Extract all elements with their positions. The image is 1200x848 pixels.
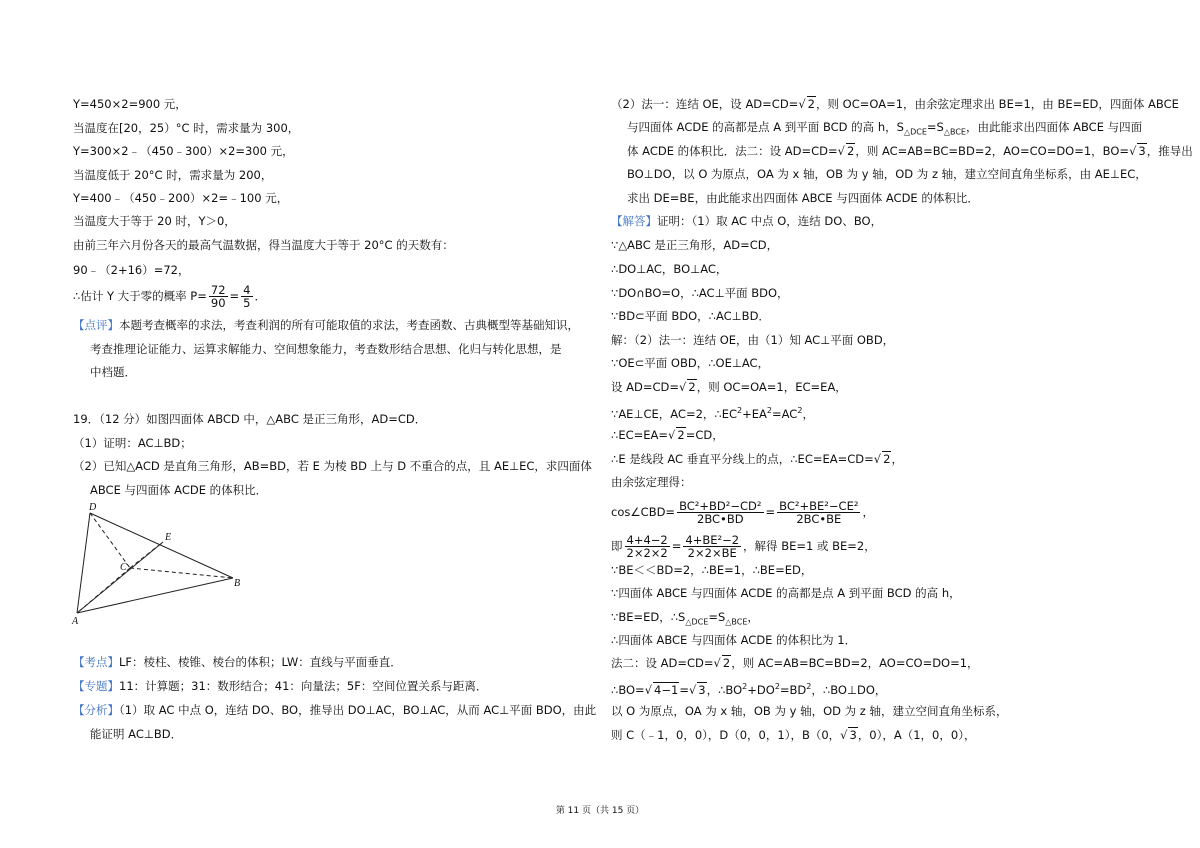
fraction: [777, 500, 860, 525]
text-line: ABCE 与四面体 ACDE 的体积比．: [90, 483, 268, 497]
text-segment: 法二：设 AD=CD=: [611, 656, 714, 670]
edge-ce-dashed: [130, 542, 163, 568]
text-segment: ，: [862, 505, 874, 519]
text-line: ∵BE＜＜BD=2，∴BE=1，∴BE=ED，: [611, 563, 813, 577]
text-line: 能证明 AC⊥BD．: [90, 727, 183, 741]
text-segment: cos∠CBD=: [611, 505, 676, 519]
label-b: B: [234, 578, 241, 589]
superscript: 2: [742, 682, 748, 691]
label-e: E: [165, 532, 172, 543]
denominator: 90: [210, 296, 226, 310]
page-footer: 第 11 页（共 15 页）: [555, 806, 645, 816]
text-segment: 体 ACDE 的体积比．法二：设 AD=CD=: [627, 144, 838, 158]
edge-ab: [77, 578, 233, 613]
text-segment: 设 AD=CD=: [611, 380, 680, 394]
text-segment: =: [229, 289, 240, 303]
superscript: 2: [774, 682, 780, 691]
text-line: ∵四面体 ABCE 与四面体 ACDE 的高都是点 A 到平面 BCD 的高 h，: [611, 586, 961, 600]
denominator: 2BC•BE: [796, 512, 842, 526]
text-segment: （2）法一：连结 OE，设 AD=CD=: [611, 97, 799, 111]
label-c: C: [120, 562, 127, 573]
text-segment: ，解得 BE=1 或 BE=2，: [743, 539, 876, 553]
edge-da: [77, 513, 90, 613]
numerator: 4: [243, 283, 251, 297]
text-segment: ，则 AC=AB=BC=BD=2，AO=CO=DO=1，BO=: [855, 144, 1130, 158]
edge-db: [90, 513, 233, 578]
text-segment: ∴估计 Y 大于零的概率 P=: [73, 289, 207, 303]
text-segment: ∴E 是线段 AC 垂直平分线上的点，∴EC=EA=CD=: [611, 452, 874, 466]
text-line: Y=450×2=900 元，: [73, 97, 187, 111]
text-line: ∴DO⊥AC，BO⊥AC，: [611, 262, 728, 276]
text-segment: 则 C（﹣1，0，0），D（0，0，1），B（0，: [611, 728, 841, 742]
sqrt-radicand: 2: [688, 380, 696, 394]
edge-dc-dashed: [90, 513, 130, 568]
text-segment: ∴EC=EA=: [611, 428, 669, 442]
denominator: 2×2×2: [626, 546, 668, 560]
numerator: BC²+BE²−CE²: [779, 499, 859, 513]
text-segment: =BD: [779, 682, 807, 697]
text-segment: （1）取 AC 中点 O，连结 DO、BO，推导出 DO⊥AC，BO⊥AC，从而 AC⊥平面 BDO，由此: [119, 703, 597, 717]
sqrt-radicand: 2: [677, 428, 685, 442]
sqrt-radicand: 4−1: [654, 682, 679, 697]
text-line: 设 AD=CD=√ 2，则 OC=OA=1，EC=EA，: [611, 380, 847, 394]
text-line: （2）法一：连结 OE，设 AD=CD=√ 2，则 OC=OA=1，由余弦定理求出 BE=1，由 BE=ED，四面体 ABCE: [611, 97, 1179, 111]
text-segment: ，推导出: [1146, 144, 1193, 158]
text-line: ∴四面体 ABCE 与四面体 ACDE 的体积比为 1．: [611, 633, 857, 647]
text-line: 中档题．: [90, 365, 136, 379]
label-a: A: [72, 616, 79, 625]
superscript: 2: [797, 406, 803, 415]
text-line: ∴E 是线段 AC 垂直平分线上的点，∴EC=EA=CD=√ 2，: [611, 452, 903, 466]
text-segment: ，∴BO⊥DO，: [811, 682, 887, 697]
kaodian-tag: 【考点】: [73, 655, 119, 669]
numerator: BC²+BD²−CD²: [679, 499, 762, 513]
text-line: 由前三年六月份各天的最高气温数据，得当温度大于等于 20°C 的天数有：: [73, 238, 454, 252]
fraction: [625, 534, 670, 559]
text-segment: =AC: [772, 406, 798, 421]
sqrt-radicand: 2: [847, 144, 855, 158]
label-d: D: [89, 502, 97, 513]
text-line: 以 O 为原点，OA 为 x 轴，OB 为 y 轴，OD 为 z 轴，建立空间直角坐标系，: [611, 704, 1008, 718]
subscript: △BCE: [943, 127, 966, 137]
text-segment: +DO: [747, 682, 775, 697]
text-segment: +EA: [742, 406, 767, 421]
text-segment: =S: [708, 610, 726, 624]
text-line: ∵BD⊂平面 BDO，∴AC⊥BD．: [611, 309, 770, 323]
cosine-line: [611, 500, 874, 525]
text-segment: 本题考查概率的求法，考查利润的所有可能取值的求法，考查函数、古典概型等基础知识，: [119, 318, 579, 332]
denominator: 5: [243, 296, 251, 310]
text-line: 则 C（﹣1，0，0），D（0，0，1），B（0，√ 3，0），A（1，0，0），: [611, 728, 976, 742]
dianping-tag: 【点评】: [73, 318, 119, 332]
text-line: 当温度大于等于 20 时，Y＞0，: [73, 214, 236, 228]
text-segment: =CD，: [685, 428, 724, 442]
subscript: △DCE: [685, 617, 709, 627]
text-line: [611, 403, 814, 422]
text-line: Y=400﹣（450﹣200）×2=﹣100 元，: [73, 191, 289, 205]
edge-cb-dashed: [130, 568, 233, 578]
equation-line: [611, 534, 876, 559]
kaodian-line: [73, 654, 402, 670]
numerator: 72: [210, 283, 226, 297]
text-segment: 证明：（1）取 AC 中点 O，连结 DO、BO，: [657, 214, 883, 228]
text-line: （2）已知△ACD 是直角三角形，AB=BD，若 E 为棱 BD 上与 D 不重合的点，且 AE⊥EC，求四面体: [73, 459, 592, 473]
text-segment: ，则 AC=AB=BC=BD=2，AO=CO=DO=1，: [731, 656, 979, 670]
text-segment: 11：计算题；31：数形结合；41：向量法；5F：空间位置关系与距离．: [119, 679, 488, 693]
text-segment: =: [679, 682, 689, 697]
text-line: 法二：设 AD=CD=√ 2，则 AC=AB=BC=BD=2，AO=CO=DO=1，: [611, 656, 979, 670]
sqrt-radicand: 3: [1138, 144, 1146, 158]
probability-line: [73, 284, 266, 309]
text-line: 体 ACDE 的体积比．法二：设 AD=CD=√ 2，则 AC=AB=BC=BD=2，AO=CO=DO=1，BO=√ 3，推导出: [627, 144, 1193, 158]
dianping-line: [73, 317, 579, 333]
text-line: （1）证明：AC⊥BD；: [73, 436, 192, 450]
text-segment: ∴BO=: [611, 682, 645, 697]
jieda-tag: 【解答】: [611, 214, 657, 228]
sqrt-radicand: 2: [722, 656, 731, 670]
text-line: 当温度低于 20°C 时，需求量为 200，: [73, 168, 273, 182]
fenxi-tag: 【分析】: [73, 703, 119, 717]
text-segment: ，∴BO: [706, 682, 743, 697]
text-segment: ，: [747, 610, 759, 624]
text-segment: ，则 OC=OA=1，EC=EA，: [696, 380, 847, 394]
text-line: ∴BO=√ 4−1=√ 3，$\therefore BO^2+DO^2=BD^2$，∴BO⊥DO，: [611, 682, 887, 697]
text-segment: ．: [254, 289, 266, 303]
fraction: [209, 284, 228, 309]
text-line: [627, 119, 1142, 140]
text-segment: =S: [926, 120, 944, 134]
text-line: 由余弦定理得：: [611, 475, 692, 489]
text-line: ∵OE⊂平面 OBD，∴OE⊥AC，: [611, 356, 770, 370]
text-segment: =: [765, 505, 776, 519]
sqrt-radicand: 2: [807, 97, 815, 111]
text-line: 求出 DE=BE，由此能求出四面体 ABCE 与四面体 ACDE 的体积比．: [627, 191, 979, 205]
text-segment: ，: [802, 406, 814, 421]
text-line: BO⊥DO，以 O 为原点，OA 为 x 轴，OB 为 y 轴，OD 为 z 轴，建立空间直角坐标系，由 AE⊥EC，: [627, 167, 1147, 181]
text-segment: LF：棱柱、棱锥、棱台的体积；LW：直线与平面垂直．: [119, 655, 402, 669]
zhuanti-line: [73, 678, 487, 694]
sqrt-radicand: 2: [883, 452, 891, 466]
numerator: 4+4−2: [626, 533, 668, 547]
text-line: ∵△ABC 是正三角形，AD=CD，: [611, 238, 779, 252]
text-line: ∵DO∩BO=O，∴AC⊥平面 BDO，: [611, 286, 789, 300]
sqrt-radicand: 3: [849, 728, 857, 742]
text-segment: ∵BE=ED，∴S: [611, 610, 686, 624]
subscript: △DCE: [903, 127, 927, 137]
fraction: [683, 534, 741, 559]
subscript: △BCE: [725, 617, 748, 627]
fenxi-line: [73, 702, 596, 718]
denominator: 2×2×BE: [687, 546, 737, 560]
text-segment: ，由此能求出四面体 ABCE 与四面: [965, 120, 1143, 134]
text-segment: 与四面体 ACDE 的高都是点 A 到平面 BCD 的高 h，S: [627, 120, 904, 134]
text-segment: ，则 OC=OA=1，由余弦定理求出 BE=1，由 BE=ED，四面体 ABCE: [815, 97, 1179, 111]
text-line: 当温度在[20，25）°C 时，需求量为 300，: [73, 121, 300, 135]
text-line: 解：（2）法一：连结 OE，由（1）知 AC⊥平面 OBD，: [611, 333, 895, 347]
fraction: [241, 284, 252, 309]
text-line: [611, 609, 759, 630]
superscript: 2: [737, 406, 743, 415]
text-line: 考查推理论证能力、运算求解能力、空间想象能力，考查数形结合思想、化归与转化思想，是: [90, 342, 562, 356]
superscript: 2: [766, 406, 772, 415]
denominator: 2BC•BD: [697, 512, 744, 526]
zhuanti-tag: 【专题】: [73, 679, 119, 693]
text-line: Y=300×2﹣（450﹣300）×2=300 元，: [73, 144, 294, 158]
jieda-line: [611, 213, 882, 229]
text-line: ∴EC=EA=√ 2=CD，: [611, 428, 724, 442]
sqrt-radicand: 3: [698, 682, 706, 697]
numerator: 4+BE²−2: [685, 533, 740, 547]
text-segment: 即: [611, 539, 623, 553]
text-segment: ∵AE⊥CE，AC=2，∴EC: [611, 406, 738, 421]
text-segment: =: [671, 539, 682, 553]
superscript: 2: [806, 682, 812, 691]
fraction: [677, 500, 763, 525]
text-segment: ，0），A（1，0，0），: [857, 728, 976, 742]
tetrahedron-figure: [70, 500, 250, 625]
question-19: 19．（12 分）如图四面体 ABCD 中，△ABC 是正三角形，AD=CD．: [73, 412, 427, 426]
text-line: 90﹣（2+16）=72，: [73, 263, 190, 277]
text-segment: ，: [891, 452, 903, 466]
